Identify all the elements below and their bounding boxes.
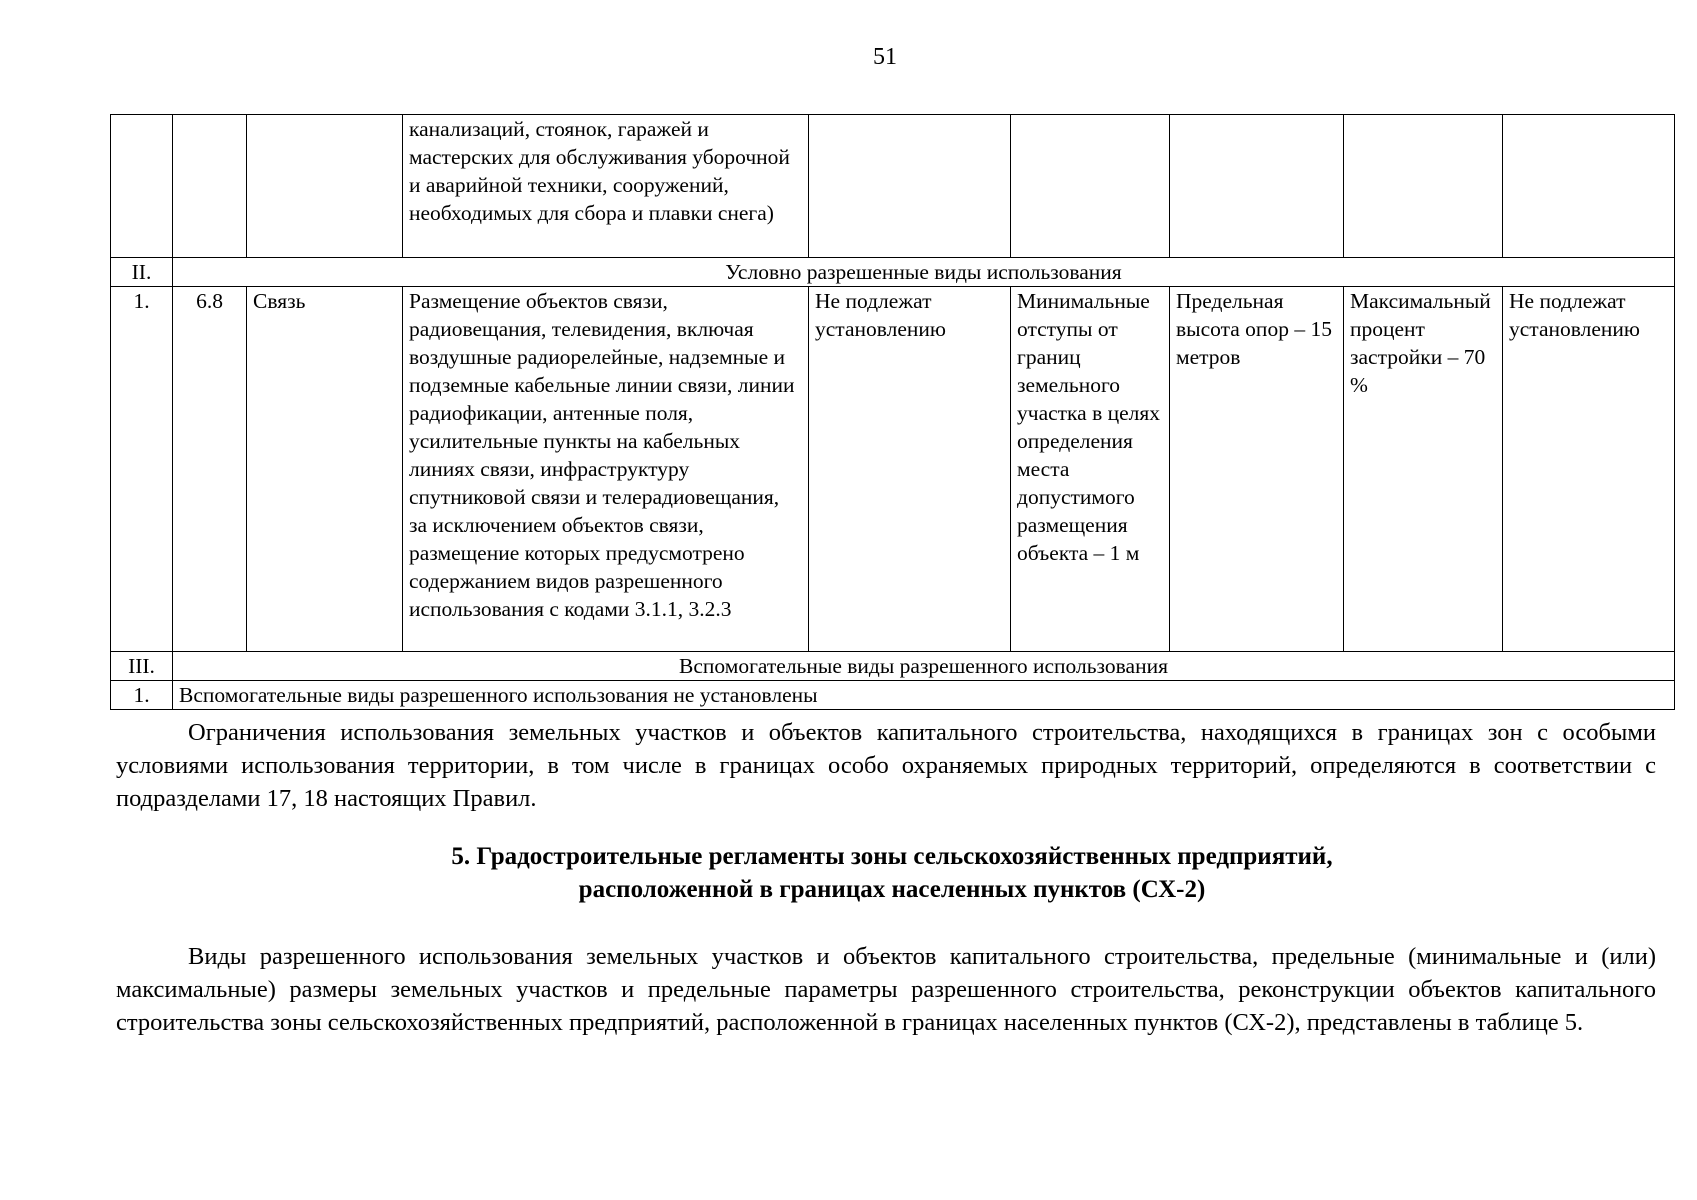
table-cell <box>1170 115 1344 258</box>
section-number: III. <box>111 652 173 681</box>
row-description: Размещение объектов связи, радиовещания, телевидения, включая воздушные радиорелейные, надземные и подземные кабельные линии связи, линии радиофикации, антенные поля, усилительные пункты на кабельных линиях связи, инфраструктуру спутниковой связи и телерадиовещания, за исключением объектов связи, размещение которых предусмотрено содержанием видов разрешенного использования с кодами 3.1.1, 3.2.3 <box>403 287 809 652</box>
row-setbacks: Минимальные отступы от границ земельного участка в целях определения места допустимого размещения объекта – 1 м <box>1011 287 1170 652</box>
section-heading <box>110 840 1674 906</box>
table-cell <box>1011 115 1170 258</box>
section-row <box>111 652 1675 681</box>
section-heading-line2: расположенной в границах населенных пунктов (СХ-2) <box>578 876 1206 903</box>
row-other: Не подлежат установлению <box>1503 287 1675 652</box>
section-number: II. <box>111 258 173 287</box>
row-coverage: Максимальный процент застройки – 70 % <box>1344 287 1503 652</box>
table-cell <box>1503 115 1675 258</box>
table-cell <box>809 115 1011 258</box>
section-heading-line1: 5. Градостроительные регламенты зоны сельскохозяйственных предприятий, <box>451 843 1333 870</box>
row-sizes: Не подлежат установлению <box>809 287 1011 652</box>
table-cell <box>1344 115 1503 258</box>
page-number: 51 <box>873 44 897 70</box>
table-row <box>111 681 1675 710</box>
table-cell <box>111 115 173 258</box>
table-cell <box>173 115 247 258</box>
table-row <box>111 287 1675 652</box>
description-paragraph: Виды разрешенного использования земельных участков и объектов капитального строительства, предельные (минимальные и (или) максимальные) размеры земельных участков и предельные параметры разрешенного строительства, реконструкции объектов капитального строительства зоны сельскохозяйственных предприятий, расположенной в границах населенных пунктов (СХ-2), представлены в таблице 5. <box>116 943 1656 1036</box>
regulations-table <box>110 114 1675 710</box>
row-text: Вспомогательные виды разрешенного использования не установлены <box>173 681 1675 710</box>
row-code: 6.8 <box>173 287 247 652</box>
row-number: 1. <box>111 681 173 710</box>
table-cell-description: канализаций, стоянок, гаражей и мастерских для обслуживания уборочной и аварийной техники, сооружений, необходимых для сбора и плавки снега) <box>403 115 809 258</box>
table-row <box>111 115 1675 258</box>
section-title: Вспомогательные виды разрешенного использования <box>173 652 1675 681</box>
restrictions-paragraph: Ограничения использования земельных участков и объектов капитального строительства, находящихся в границах зон с особыми условиями использования территории, в том числе в границах особо охраняемых природных территорий, определяются в соответствии с подразделами 17, 18 настоящих Правил. <box>116 719 1656 812</box>
row-name: Связь <box>247 287 403 652</box>
row-number: 1. <box>111 287 173 652</box>
row-height: Предельная высота опор – 15 метров <box>1170 287 1344 652</box>
section-title: Условно разрешенные виды использования <box>173 258 1675 287</box>
section-row <box>111 258 1675 287</box>
table-cell <box>247 115 403 258</box>
